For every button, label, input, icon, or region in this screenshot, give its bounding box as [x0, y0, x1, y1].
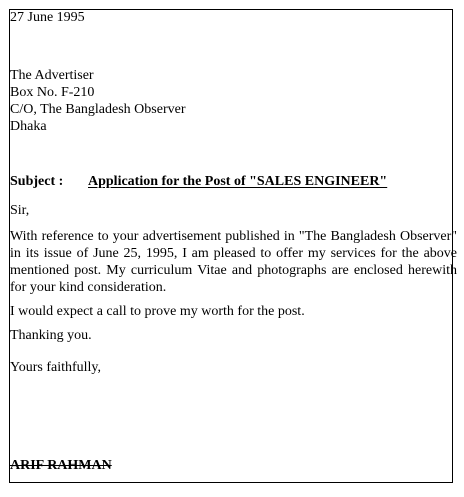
subject-line	[10, 173, 457, 190]
recipient-address	[10, 67, 457, 135]
paragraph-2: I would expect a call to prove my worth for the post.	[10, 304, 305, 319]
closing-line: Yours faithfully,	[10, 360, 102, 375]
paragraph-3: Thanking you.	[10, 328, 92, 343]
address-line-1: The Advertiser	[10, 68, 94, 83]
subject-label: Subject :	[10, 174, 64, 189]
letter-body	[10, 9, 457, 376]
address-line-3: C/O, The Bangladesh Observer	[10, 102, 186, 117]
letter-date: 27 June 1995	[10, 10, 85, 25]
signature-name: ARIF RAHMAN	[10, 458, 112, 473]
salutation: Sir,	[10, 203, 30, 218]
address-line-2: Box No. F-210	[10, 85, 95, 100]
paragraph-1: With reference to your advertisement published in "The Bangladesh Observer" in its issue of June 25, 1995, I am pleased to offer my services for the above mentioned post. My curriculum Vitae and photographs are enclosed herewith for your kind consideration.	[10, 229, 457, 295]
address-line-4: Dhaka	[10, 119, 47, 134]
subject-text: Application for the Post of "SALES ENGINEER"	[88, 174, 388, 189]
